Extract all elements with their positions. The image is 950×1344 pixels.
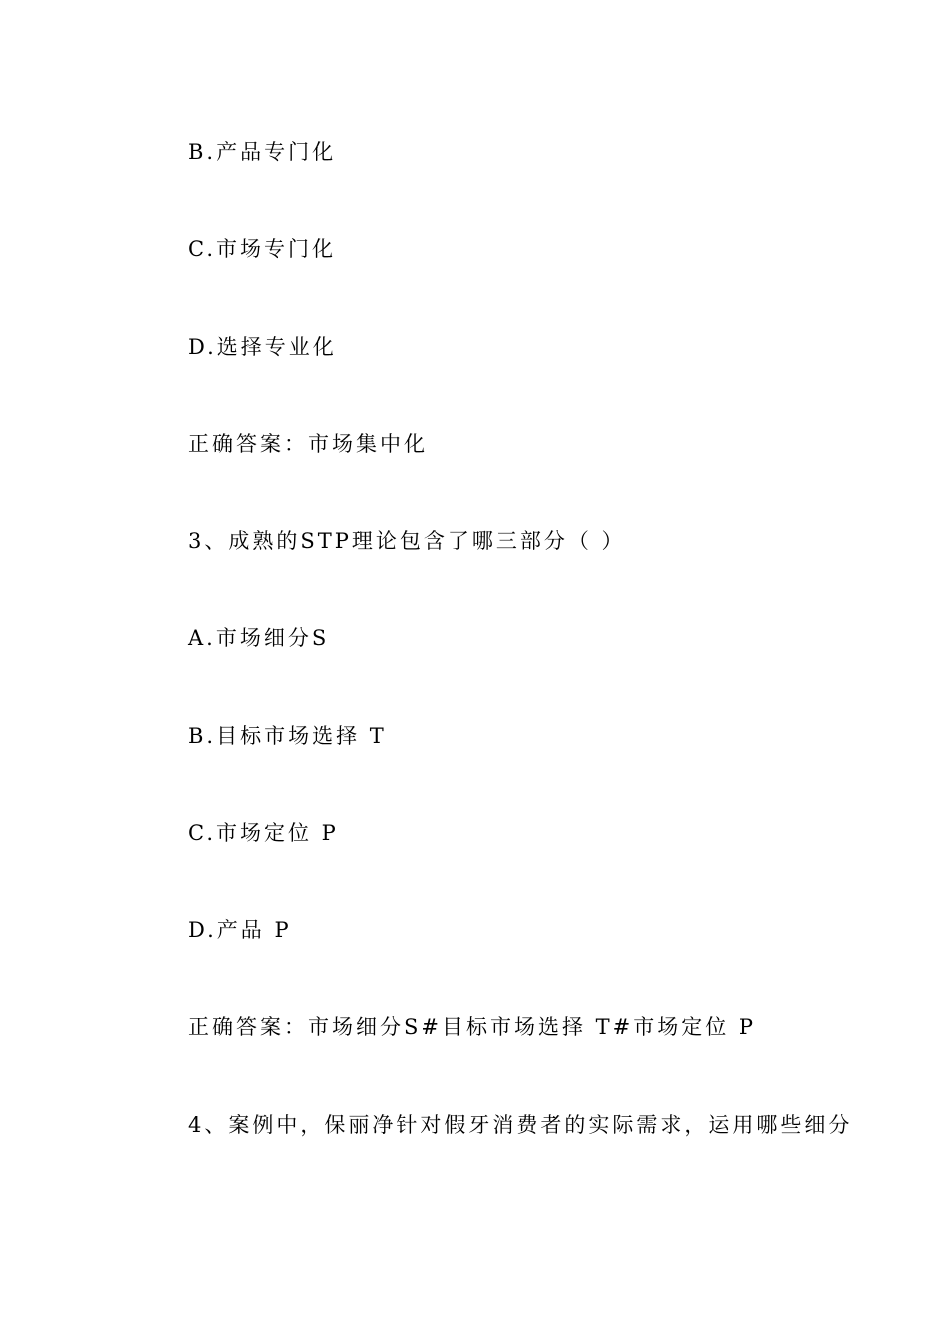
option-c-market-specialization: C.市场专门化 <box>188 237 336 261</box>
option-c-positioning: C.市场定位 P <box>188 821 339 845</box>
option-b-product-specialization: B.产品专门化 <box>188 140 337 164</box>
question-4-text: 4、案例中，保丽净针对假牙消费者的实际需求，运用哪些细分 <box>188 1113 853 1137</box>
option-a-segmentation: A.市场细分S <box>188 626 330 650</box>
option-d-selective-specialization: D.选择专业化 <box>188 335 337 359</box>
answer-question-3: 正确答案：市场细分S#目标市场选择 T#市场定位 P <box>188 1015 757 1039</box>
answer-question-2: 正确答案：市场集中化 <box>188 432 428 456</box>
question-3-text: 3、成熟的STP理论包含了哪三部分（ ） <box>188 529 626 553</box>
option-d-product: D.产品 P <box>188 918 292 942</box>
option-b-targeting: B.目标市场选择 T <box>188 724 387 748</box>
